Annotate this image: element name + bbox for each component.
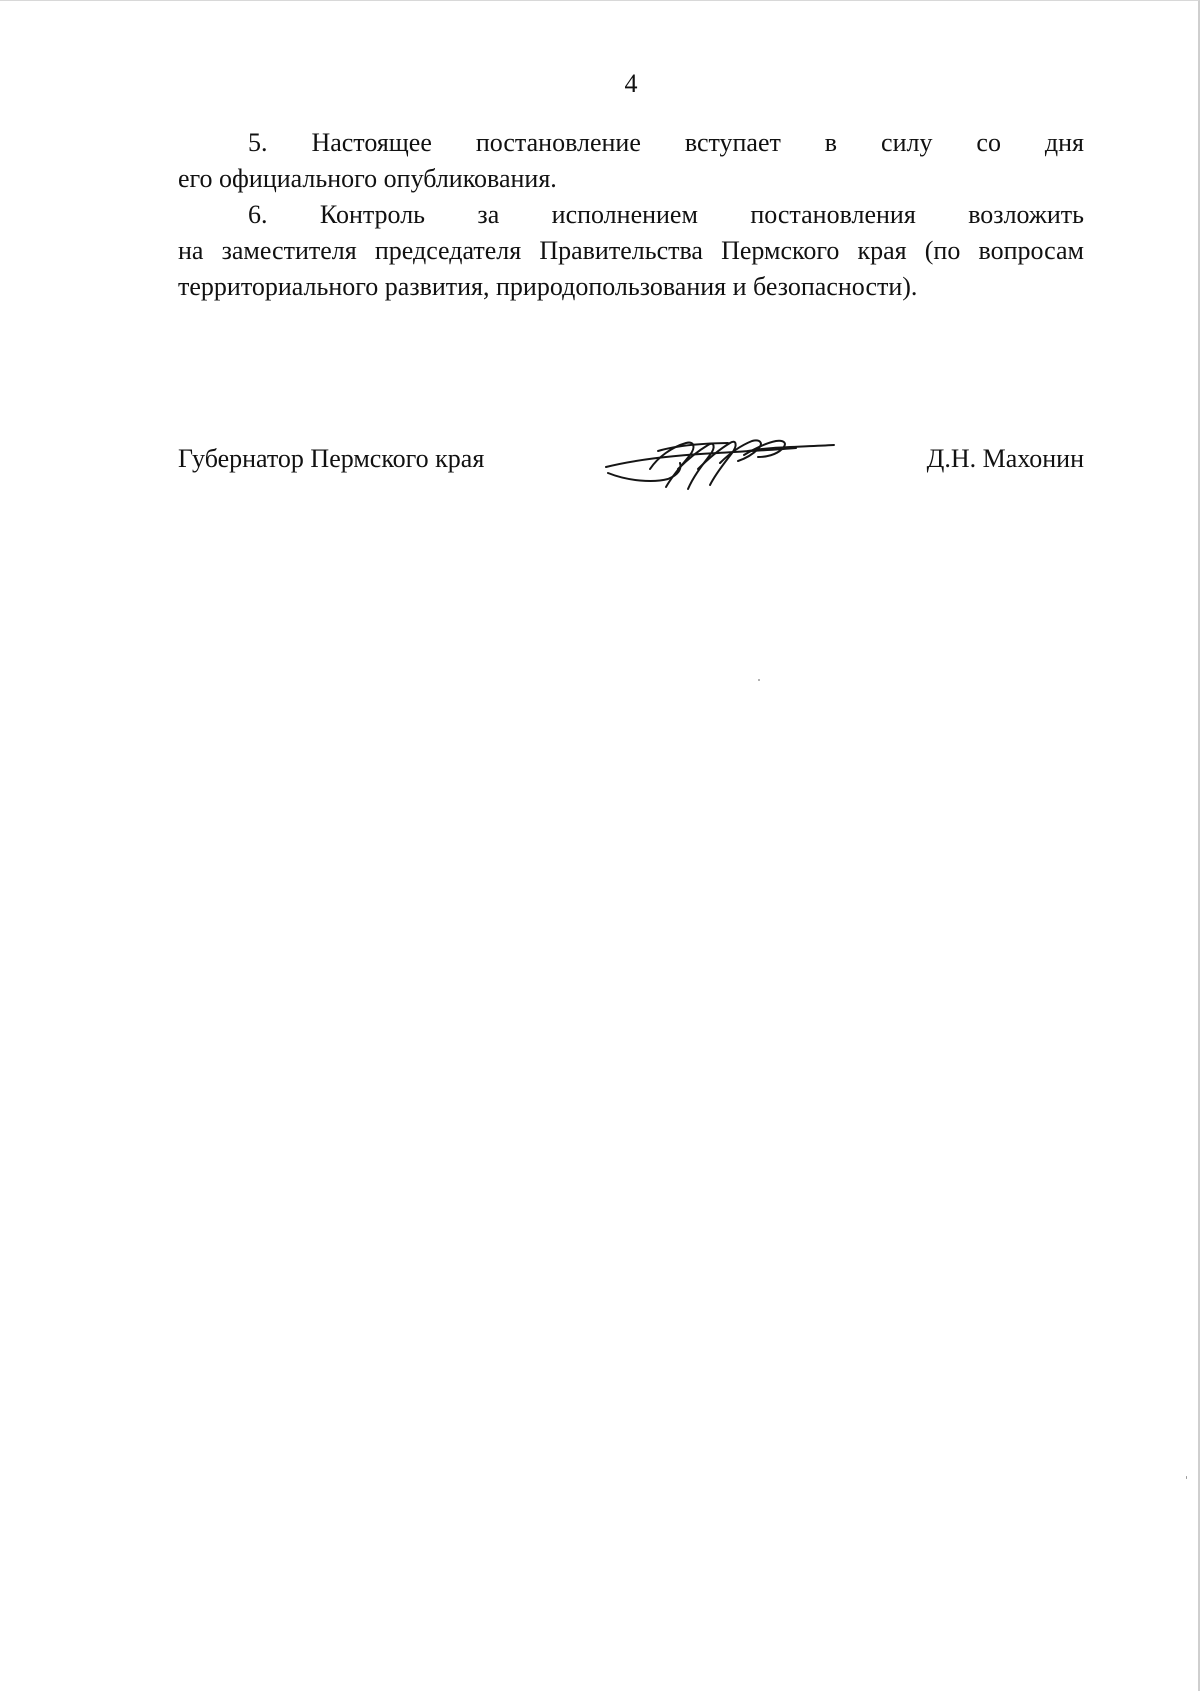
paragraph-6-first-line: 6. Контроль за исполнением постановления возложить — [248, 200, 1084, 229]
page-number: 4 — [624, 69, 638, 98]
signatory-position: Губернатор Пермского края — [178, 444, 485, 473]
handwritten-signature — [598, 429, 848, 499]
paragraph-5-first-line: 5. Настоящее постановление вступает в силу со дня — [248, 128, 1084, 157]
scan-speck — [1186, 1476, 1187, 1479]
document-body — [178, 125, 1084, 305]
signature-block — [178, 441, 1084, 511]
scan-speck — [758, 679, 760, 681]
paragraph-6-continuation: на заместителя председателя Правительства Пермского края (по вопросам территориального развития, природопользования и безопасности). — [178, 236, 1084, 301]
paragraph-5 — [178, 125, 1084, 197]
paragraph-6 — [178, 197, 1084, 305]
paragraph-5-continuation: его официального опубликования. — [178, 164, 557, 193]
signatory-name: Д.Н. Махонин — [926, 444, 1084, 473]
